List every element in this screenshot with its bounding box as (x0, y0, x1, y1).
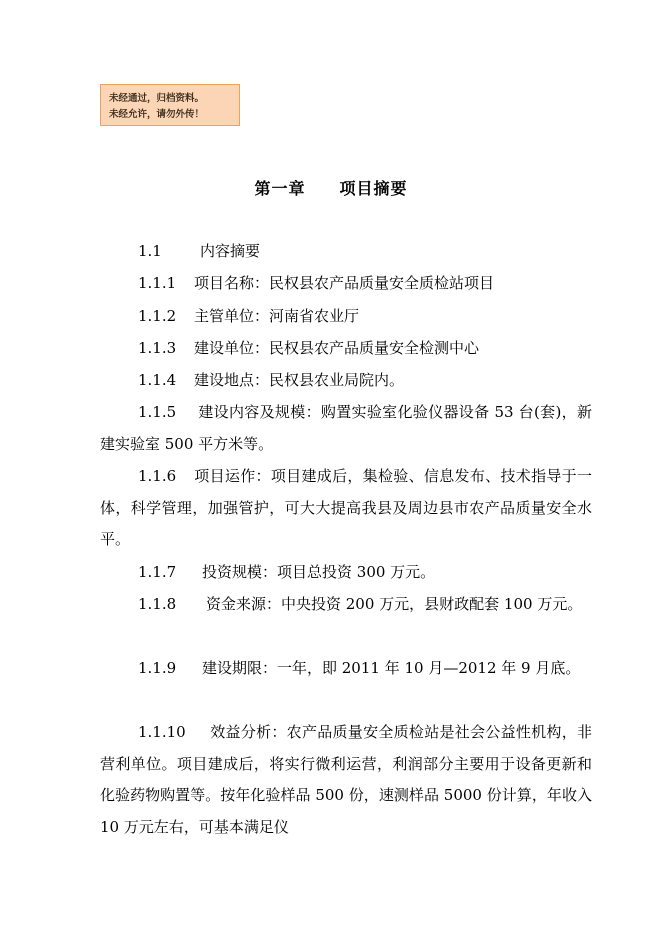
section-text: 效益分析：农产品质量安全质检站是社会公益性机构，非营利单位。项目建成后，将实行微利运营，利润部分主要用于设备更新和化验药物购置等。按年化验样品 500 份，速测样品 5000 份计算，年收入 10 万元左右，可基本满足仪 (100, 723, 592, 836)
section-number: 1.1.5 (138, 403, 177, 421)
section-text: 项目运作：项目建成后，集检验、信息发布、技术指导于一体，科学管理，加强管护，可大大提高我县及周边县市农产品质量安全水平。 (100, 467, 592, 548)
section-text: 建设单位：民权县农产品质量安全检测中心 (194, 339, 480, 357)
chapter-number: 第一章 (254, 179, 306, 198)
section-text: 建设期限：一年，即 2011 年 10 月—2012 年 9 月底。 (202, 659, 581, 677)
section-1-1-8 (100, 589, 592, 621)
section-text: 项目名称：民权县农产品质量安全质检站项目 (194, 274, 495, 292)
section-1-1-1 (100, 272, 590, 293)
section-text: 内容摘要 (200, 242, 261, 260)
confidential-notice-stamp (100, 84, 240, 126)
section-number: 1.1 (138, 242, 162, 260)
section-1-1-9 (100, 653, 592, 685)
section-number: 1.1.8 (138, 595, 177, 613)
section-1-1-5 (100, 397, 592, 460)
section-number: 1.1.3 (138, 339, 177, 357)
section-1-1-4 (100, 369, 590, 390)
section-number: 1.1.1 (138, 274, 177, 292)
chapter-title: 项目摘要 (339, 179, 408, 198)
notice-line-1: 未经通过，归档资料。 (109, 93, 205, 104)
section-text: 建设地点：民权县农业局院内。 (194, 371, 405, 389)
section-1-1-3 (100, 337, 590, 358)
section-number: 1.1.2 (138, 307, 177, 325)
section-number: 1.1.10 (138, 723, 186, 741)
section-number: 1.1.4 (138, 371, 177, 389)
section-number: 1.1.9 (138, 659, 177, 677)
section-1-1-6 (100, 461, 592, 556)
section-text: 投资规模：项目总投资 300 万元。 (202, 563, 436, 581)
section-text: 建设内容及规模：购置实验室化验仪器设备 53 台(套)，新建实验室 500 平方米等。 (100, 403, 592, 453)
section-number: 1.1.7 (138, 563, 177, 581)
section-text: 主管单位：河南省农业厅 (194, 307, 360, 325)
section-1-1 (100, 240, 590, 261)
chapter-heading (0, 176, 662, 199)
section-1-1-2 (100, 305, 590, 326)
section-1-1-7 (100, 557, 592, 589)
section-1-1-10 (100, 717, 592, 843)
section-number: 1.1.6 (138, 467, 177, 485)
notice-line-2: 未经允许，请勿外传！ (109, 109, 205, 120)
section-text: 资金来源：中央投资 200 万元，县财政配套 100 万元。 (206, 595, 583, 613)
